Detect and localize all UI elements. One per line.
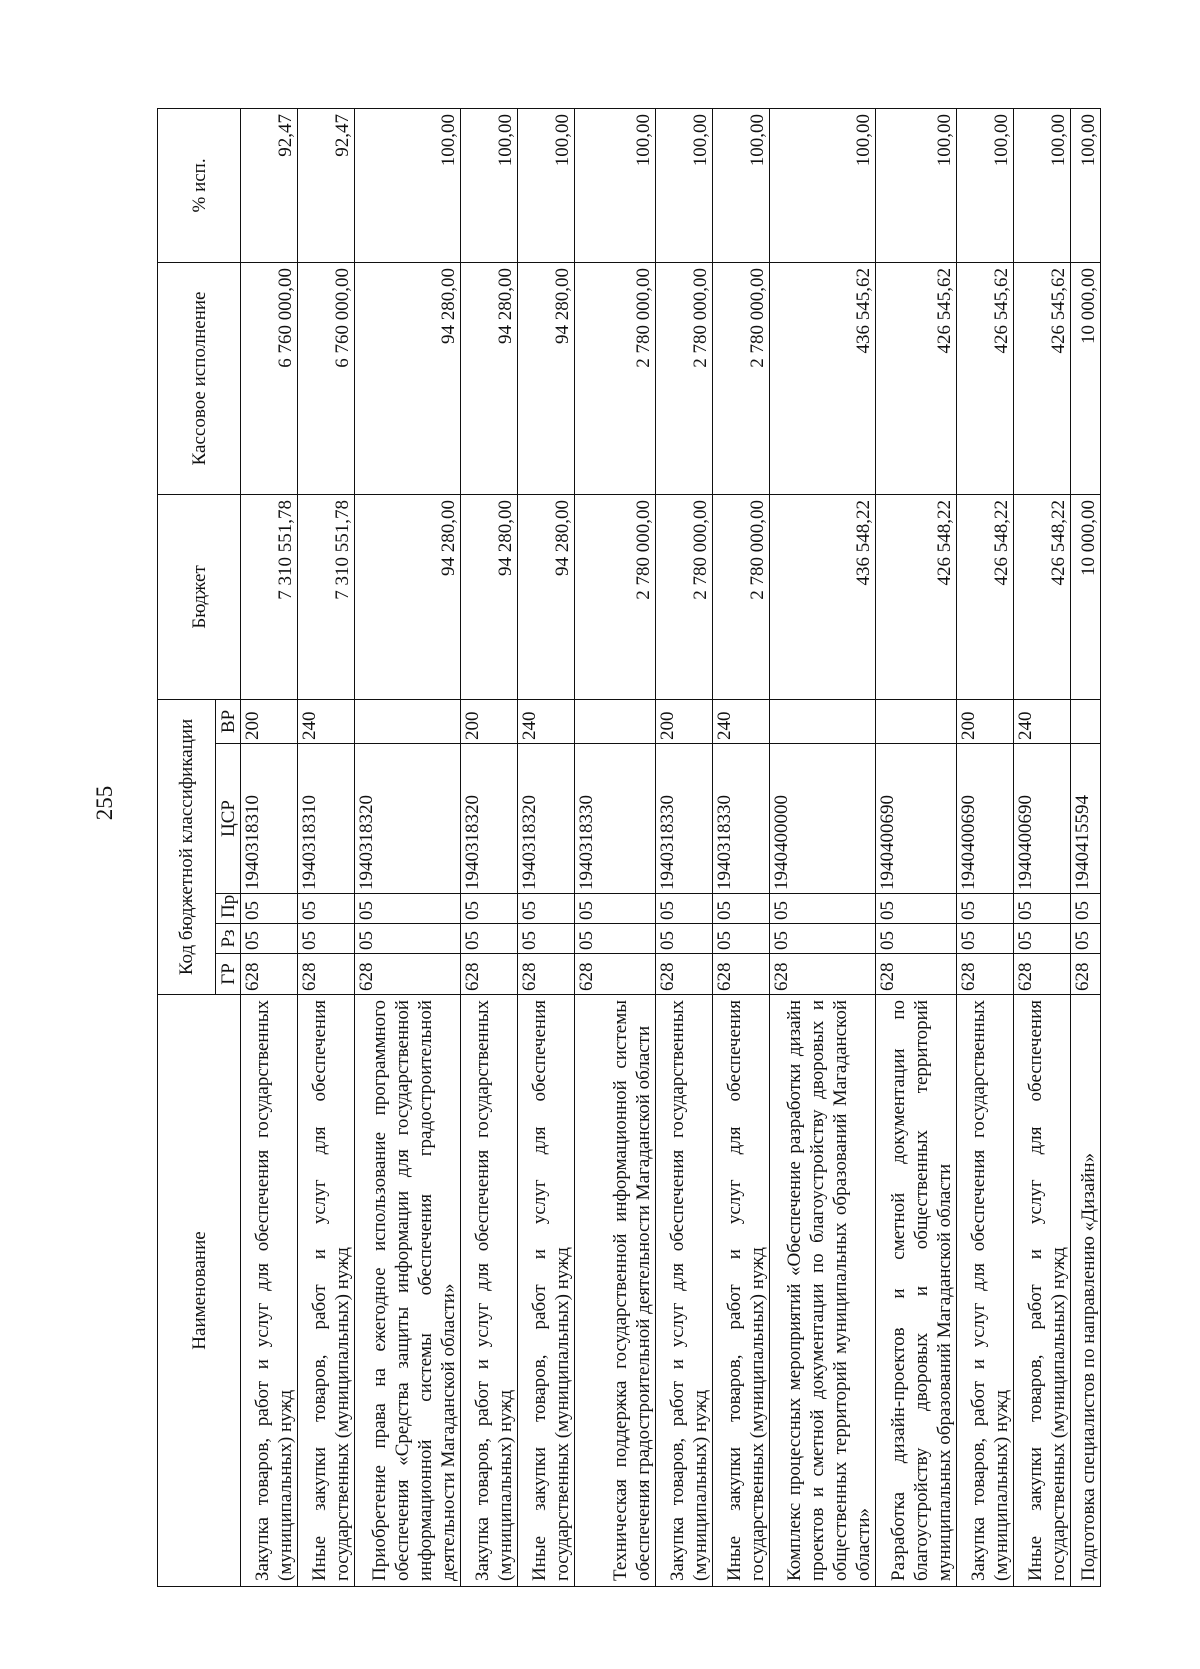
row-name: Иные закупки товаров, работ и услуг для обеспечения государственных (муниципальных) нужд — [298, 995, 355, 1587]
row-percent: 100,00 — [355, 108, 461, 262]
row-cash: 426 545,62 — [957, 262, 1014, 494]
row-gr: 628 — [355, 954, 461, 995]
row-gr: 628 — [713, 954, 770, 995]
page-number: 255 — [92, 785, 117, 821]
row-pr: 05 — [1071, 894, 1101, 924]
row-csr: 1940415594 — [1071, 744, 1101, 894]
row-gr: 628 — [1071, 954, 1101, 995]
row-csr: 1940318330 — [656, 744, 713, 894]
row-rz: 05 — [575, 924, 656, 954]
row-percent: 100,00 — [575, 108, 656, 262]
row-cash: 10 000,00 — [1071, 262, 1101, 494]
row-percent: 100,00 — [713, 108, 770, 262]
row-rz: 05 — [656, 924, 713, 954]
header-budget: Бюджет — [158, 494, 241, 699]
row-percent: 100,00 — [656, 108, 713, 262]
row-pr: 05 — [241, 894, 298, 924]
row-pr: 05 — [575, 894, 656, 924]
row-vr — [770, 699, 876, 743]
row-gr: 628 — [461, 954, 518, 995]
row-rz: 05 — [957, 924, 1014, 954]
row-vr: 200 — [656, 699, 713, 743]
table-row — [575, 108, 656, 1586]
row-cash: 436 545,62 — [770, 262, 876, 494]
row-cash: 6 760 000,00 — [241, 262, 298, 494]
row-vr: 240 — [518, 699, 575, 743]
row-gr: 628 — [575, 954, 656, 995]
table-row — [1014, 108, 1071, 1586]
row-gr: 628 — [1014, 954, 1071, 995]
row-pr: 05 — [461, 894, 518, 924]
header-code-group: Код бюджетной классификации — [158, 699, 216, 994]
row-vr — [575, 699, 656, 743]
row-cash: 94 280,00 — [355, 262, 461, 494]
row-csr: 1940318330 — [575, 744, 656, 894]
row-budget: 436 548,22 — [770, 494, 876, 699]
row-pr: 05 — [713, 894, 770, 924]
row-budget: 2 780 000,00 — [575, 494, 656, 699]
header-csr: ЦСР — [216, 744, 241, 894]
table-row — [298, 108, 355, 1586]
row-cash: 6 760 000,00 — [298, 262, 355, 494]
header-percent: % исп. — [158, 108, 241, 262]
row-vr — [876, 699, 957, 743]
row-budget: 426 548,22 — [1014, 494, 1071, 699]
row-cash: 2 780 000,00 — [713, 262, 770, 494]
row-rz: 05 — [355, 924, 461, 954]
table-row — [656, 108, 713, 1586]
table-row — [876, 108, 957, 1586]
row-name: Иные закупки товаров, работ и услуг для обеспечения государственных (муниципальных) нужд — [713, 995, 770, 1587]
row-name: Закупка товаров, работ и услуг для обеспечения государственных (муниципальных) нужд — [656, 995, 713, 1587]
row-percent: 100,00 — [876, 108, 957, 262]
row-rz: 05 — [298, 924, 355, 954]
row-budget: 94 280,00 — [461, 494, 518, 699]
row-budget: 426 548,22 — [876, 494, 957, 699]
table-row — [518, 108, 575, 1586]
row-gr: 628 — [241, 954, 298, 995]
row-csr: 1940318310 — [241, 744, 298, 894]
table-row — [241, 108, 298, 1586]
row-pr: 05 — [518, 894, 575, 924]
row-cash: 426 545,62 — [1014, 262, 1071, 494]
row-rz: 05 — [518, 924, 575, 954]
row-name: Закупка товаров, работ и услуг для обеспечения государственных (муниципальных) нужд — [957, 995, 1014, 1587]
header-gr: ГР — [216, 954, 241, 995]
table-row — [355, 108, 461, 1586]
row-rz: 05 — [461, 924, 518, 954]
row-budget: 94 280,00 — [518, 494, 575, 699]
row-name: Закупка товаров, работ и услуг для обеспечения государственных (муниципальных) нужд — [241, 995, 298, 1587]
row-name: Техническая поддержка государственной информационной системы обеспечения градостроительной деятельности Магаданской области — [575, 995, 656, 1587]
header-pr: Пр — [216, 894, 241, 924]
row-gr: 628 — [957, 954, 1014, 995]
row-percent: 100,00 — [770, 108, 876, 262]
row-pr: 05 — [656, 894, 713, 924]
row-rz: 05 — [1071, 924, 1101, 954]
row-rz: 05 — [876, 924, 957, 954]
row-rz: 05 — [713, 924, 770, 954]
row-budget: 2 780 000,00 — [713, 494, 770, 699]
row-cash: 2 780 000,00 — [656, 262, 713, 494]
row-gr: 628 — [770, 954, 876, 995]
budget-table — [157, 108, 1101, 1587]
row-percent: 100,00 — [1071, 108, 1101, 262]
row-cash: 426 545,62 — [876, 262, 957, 494]
row-budget: 2 780 000,00 — [656, 494, 713, 699]
table-row — [713, 108, 770, 1586]
row-rz: 05 — [770, 924, 876, 954]
row-vr — [355, 699, 461, 743]
row-csr: 1940400690 — [876, 744, 957, 894]
row-name: Приобретение права на ежегодное использование программного обеспечения «Средства защиты информации для государственной информационной системы обеспечения градостроительной деятельности Магаданской области» — [355, 995, 461, 1587]
row-csr: 1940318320 — [355, 744, 461, 894]
table-row — [1071, 108, 1101, 1586]
row-pr: 05 — [1014, 894, 1071, 924]
row-vr: 200 — [461, 699, 518, 743]
row-budget: 10 000,00 — [1071, 494, 1101, 699]
row-csr: 1940400690 — [1014, 744, 1071, 894]
row-name: Закупка товаров, работ и услуг для обеспечения государственных (муниципальных) нужд — [461, 995, 518, 1587]
row-percent: 100,00 — [957, 108, 1014, 262]
row-percent: 100,00 — [1014, 108, 1071, 262]
row-vr: 240 — [298, 699, 355, 743]
row-csr: 1940318320 — [518, 744, 575, 894]
row-percent: 92,47 — [298, 108, 355, 262]
header-cash: Кассовое исполнение — [158, 262, 241, 494]
row-pr: 05 — [298, 894, 355, 924]
table-row — [461, 108, 518, 1586]
row-rz: 05 — [241, 924, 298, 954]
row-vr: 240 — [713, 699, 770, 743]
row-percent: 100,00 — [461, 108, 518, 262]
row-name: Подготовка специалистов по направлению «Дизайн» — [1071, 995, 1101, 1587]
row-gr: 628 — [298, 954, 355, 995]
row-percent: 100,00 — [518, 108, 575, 262]
row-rz: 05 — [1014, 924, 1071, 954]
row-budget: 7 310 551,78 — [298, 494, 355, 699]
row-csr: 1940318310 — [298, 744, 355, 894]
row-csr: 1940400000 — [770, 744, 876, 894]
row-gr: 628 — [656, 954, 713, 995]
row-budget: 94 280,00 — [355, 494, 461, 699]
row-gr: 628 — [876, 954, 957, 995]
row-vr: 200 — [957, 699, 1014, 743]
row-cash: 94 280,00 — [461, 262, 518, 494]
row-percent: 92,47 — [241, 108, 298, 262]
row-name: Комплекс процессных мероприятий «Обеспечение разработки дизайн проектов и сметной документации по благоустройству дворовых и общественных территорий муниципальных образований Магаданской области» — [770, 995, 876, 1587]
row-name: Иные закупки товаров, работ и услуг для обеспечения государственных (муниципальных) нужд — [1014, 995, 1071, 1587]
row-pr: 05 — [876, 894, 957, 924]
row-csr: 1940400690 — [957, 744, 1014, 894]
row-csr: 1940318330 — [713, 744, 770, 894]
row-vr — [1071, 699, 1101, 743]
row-gr: 628 — [518, 954, 575, 995]
row-budget: 426 548,22 — [957, 494, 1014, 699]
header-vr: ВР — [216, 699, 241, 743]
header-name: Наименование — [158, 995, 241, 1587]
budget-table-container — [157, 109, 1099, 1587]
row-csr: 1940318320 — [461, 744, 518, 894]
row-vr: 240 — [1014, 699, 1071, 743]
row-pr: 05 — [957, 894, 1014, 924]
row-cash: 2 780 000,00 — [575, 262, 656, 494]
row-name: Иные закупки товаров, работ и услуг для обеспечения государственных (муниципальных) нужд — [518, 995, 575, 1587]
table-row — [957, 108, 1014, 1586]
row-pr: 05 — [355, 894, 461, 924]
row-budget: 7 310 551,78 — [241, 494, 298, 699]
table-body — [241, 108, 1101, 1586]
header-rz: Рз — [216, 924, 241, 954]
row-vr: 200 — [241, 699, 298, 743]
row-name: Разработка дизайн-проектов и сметной документации по благоустройству дворовых и общественных территорий муниципальных образований Магаданской области — [876, 995, 957, 1587]
table-row — [770, 108, 876, 1586]
row-cash: 94 280,00 — [518, 262, 575, 494]
row-pr: 05 — [770, 894, 876, 924]
